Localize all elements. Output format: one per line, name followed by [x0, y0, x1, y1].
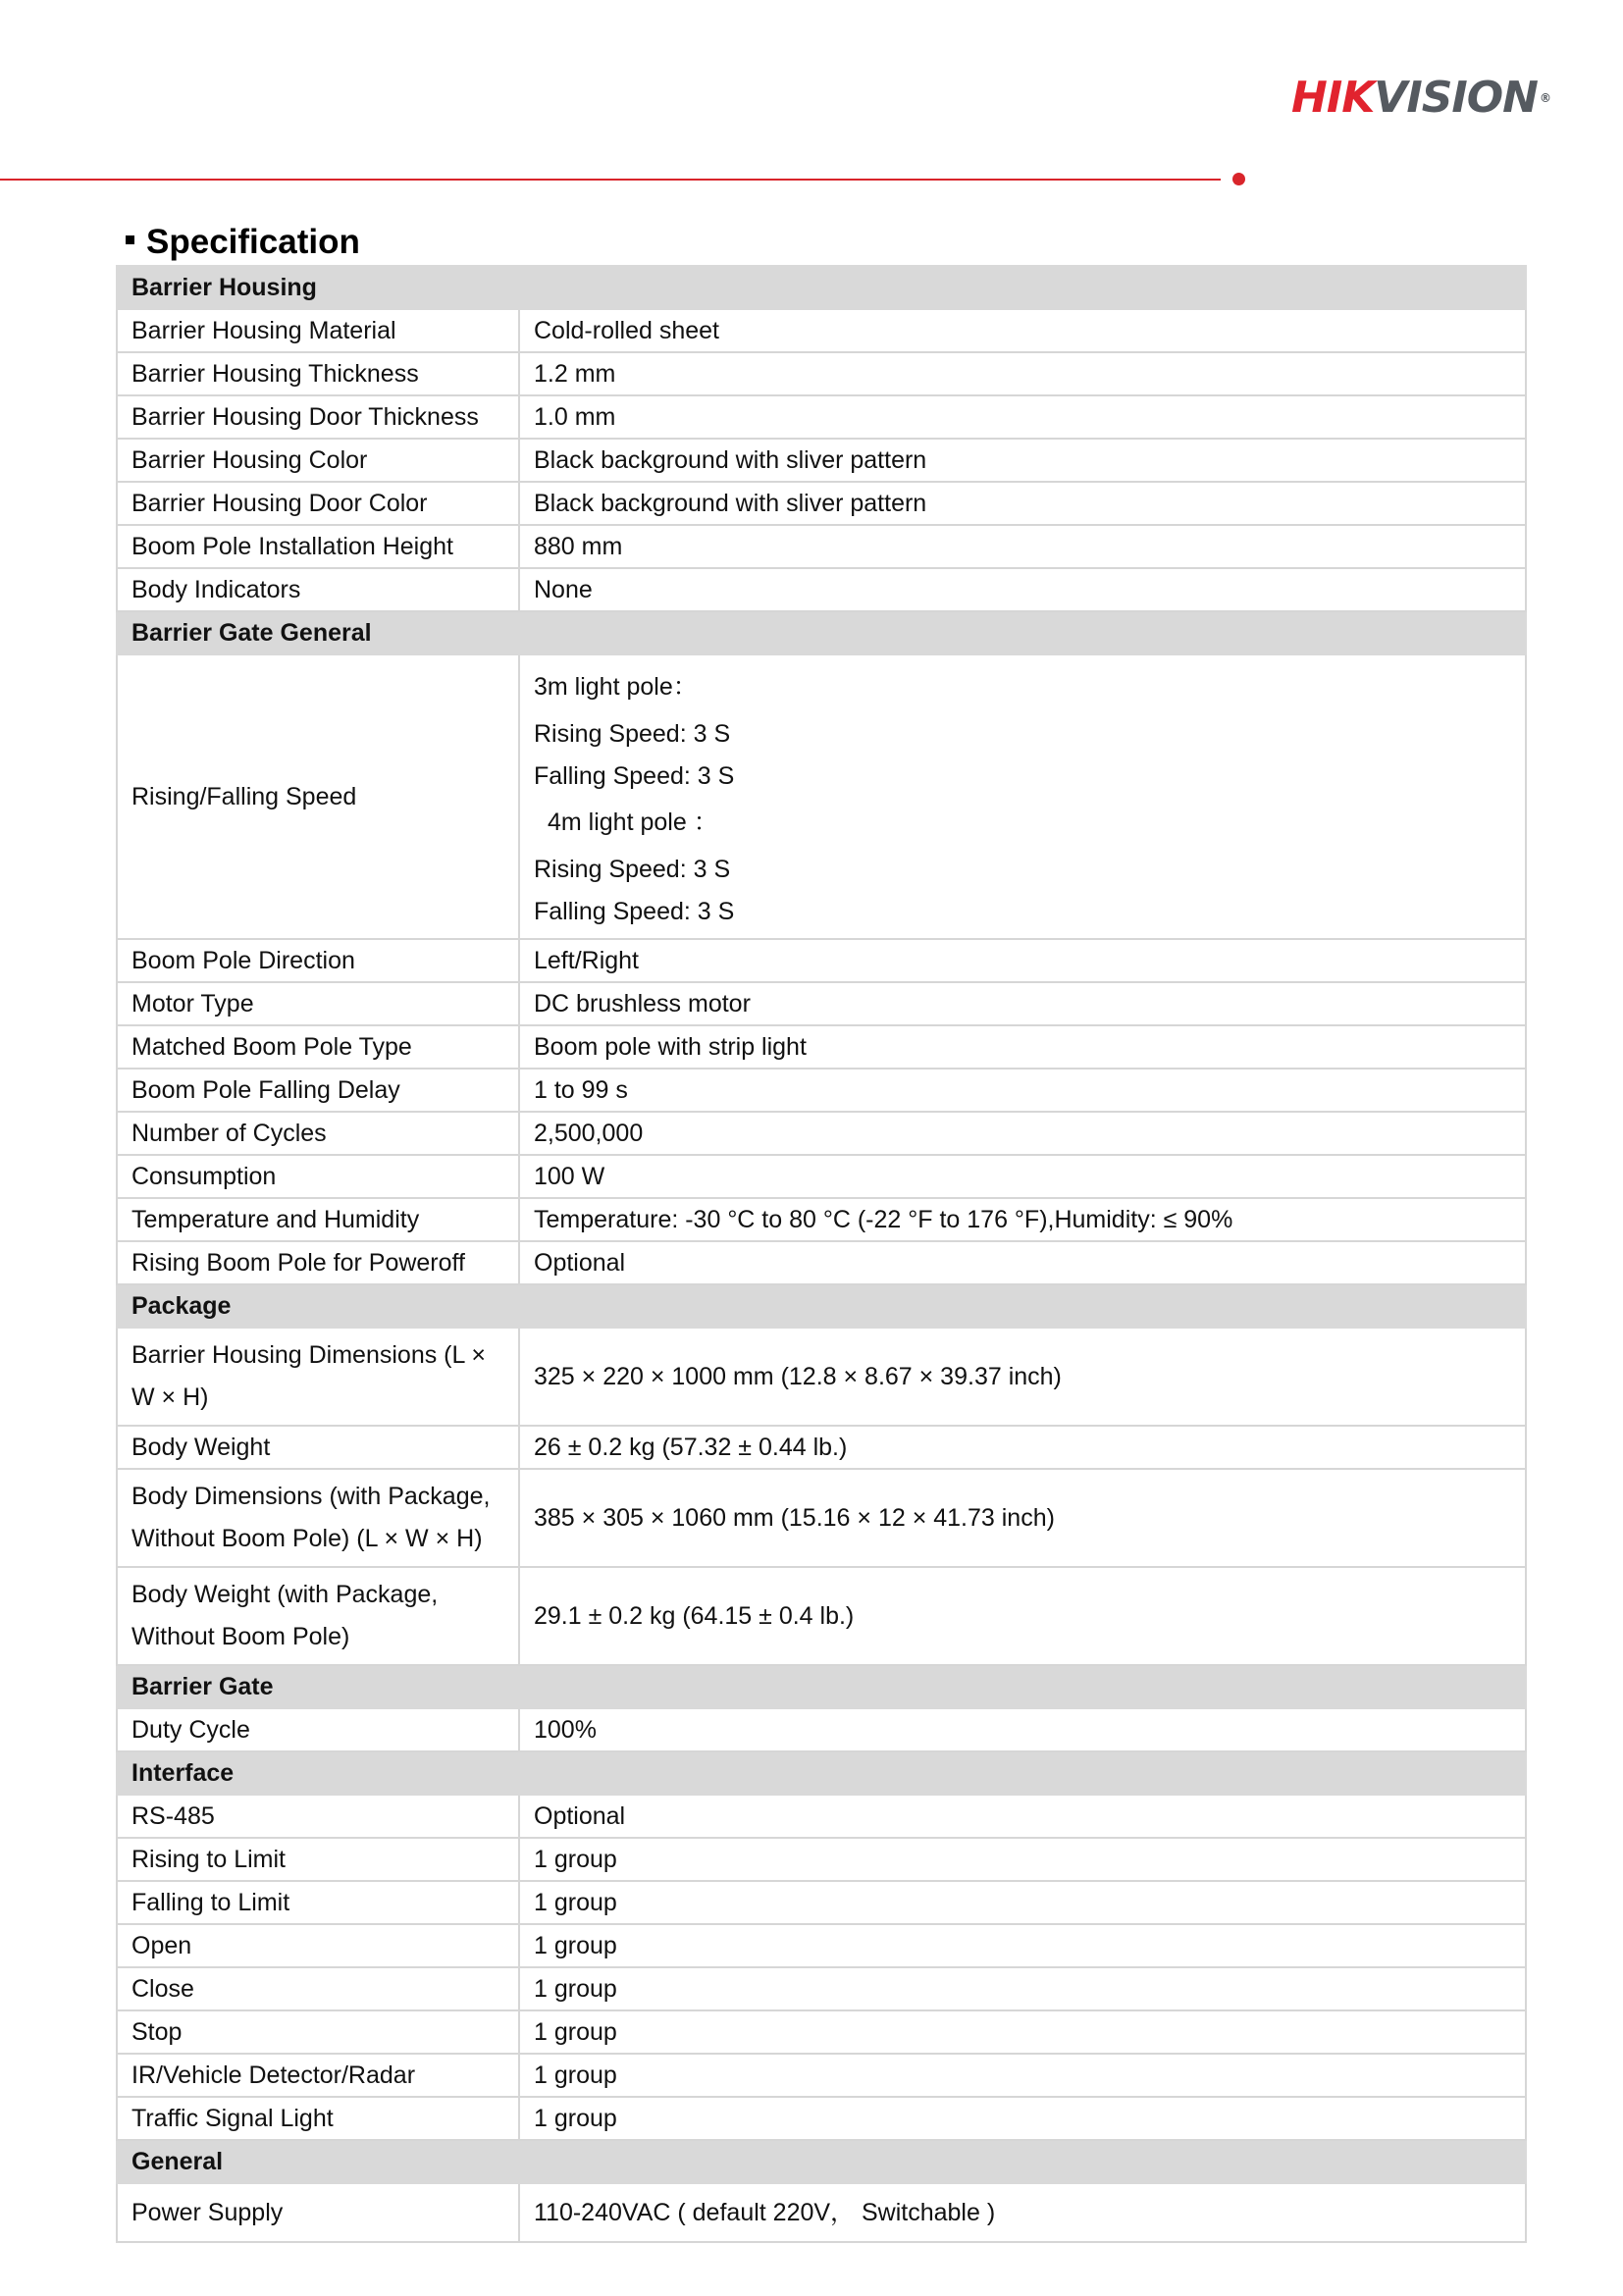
spec-label: Temperature and Humidity — [117, 1198, 519, 1241]
spec-value: Cold-rolled sheet — [519, 309, 1526, 352]
spec-value — [519, 654, 1526, 939]
speed-line: Rising Speed: 3 S — [534, 720, 731, 748]
table-row — [117, 568, 1526, 611]
spec-value: Black background with sliver pattern — [519, 482, 1526, 525]
spec-label: RS-485 — [117, 1795, 519, 1838]
table-row — [117, 1881, 1526, 1924]
spec-label: Open — [117, 1924, 519, 1967]
table-row — [117, 982, 1526, 1025]
table-row — [117, 2054, 1526, 2097]
table-row — [117, 309, 1526, 352]
spec-value: 29.1 ± 0.2 kg (64.15 ± 0.4 lb.) — [519, 1567, 1526, 1665]
spec-value: Optional — [519, 1795, 1526, 1838]
section-title: Package — [117, 1284, 1526, 1328]
spec-label: Rising to Limit — [117, 1838, 519, 1881]
table-row — [117, 2097, 1526, 2140]
speed-line: Falling Speed: 3 S — [534, 898, 735, 925]
spec-label — [117, 1567, 519, 1665]
spec-value: 1 to 99 s — [519, 1069, 1526, 1112]
spec-label: Barrier Housing Material — [117, 309, 519, 352]
spec-value: 1 group — [519, 1838, 1526, 1881]
spec-value: Black background with sliver pattern — [519, 439, 1526, 482]
section-title: Barrier Housing — [117, 266, 1526, 309]
spec-label-line: Without Boom Pole) — [131, 1623, 350, 1650]
spec-label: Stop — [117, 2010, 519, 2054]
table-row-speed — [117, 654, 1526, 939]
spec-value: 26 ± 0.2 kg (57.32 ± 0.44 lb.) — [519, 1426, 1526, 1469]
spec-label: Number of Cycles — [117, 1112, 519, 1155]
table-row — [117, 1795, 1526, 1838]
spec-label: Matched Boom Pole Type — [117, 1025, 519, 1069]
table-row — [117, 2183, 1526, 2242]
spec-value: 1 group — [519, 1924, 1526, 1967]
table-row — [117, 1155, 1526, 1198]
spec-value: 100 W — [519, 1155, 1526, 1198]
section-header-barrier-gate-general — [117, 611, 1526, 654]
table-row — [117, 939, 1526, 982]
spec-label: Duty Cycle — [117, 1708, 519, 1751]
spec-label-line: Without Boom Pole) (L × W × H) — [131, 1525, 483, 1552]
section-header-barrier-housing — [117, 266, 1526, 309]
spec-label: Consumption — [117, 1155, 519, 1198]
title-bullet-icon — [126, 235, 134, 244]
spec-value: Boom pole with strip light — [519, 1025, 1526, 1069]
spec-label-line: W × H) — [131, 1383, 209, 1411]
spec-value: 110-240VAC ( default 220V， Switchable ) — [519, 2183, 1526, 2242]
spec-label: Boom Pole Falling Delay — [117, 1069, 519, 1112]
speed-line: Rising Speed: 3 S — [534, 856, 731, 883]
section-title: Barrier Gate — [117, 1665, 1526, 1708]
section-title: General — [117, 2140, 1526, 2183]
spec-label: Boom Pole Direction — [117, 939, 519, 982]
spec-value: None — [519, 568, 1526, 611]
spec-label — [117, 1328, 519, 1426]
spec-label: Traffic Signal Light — [117, 2097, 519, 2140]
spec-label-line: Body Dimensions (with Package, — [131, 1483, 491, 1510]
section-header-general — [117, 2140, 1526, 2183]
spec-label: Rising/Falling Speed — [117, 654, 519, 939]
spec-value: 1 group — [519, 2097, 1526, 2140]
section-title: Interface — [117, 1751, 1526, 1795]
spec-value: DC brushless motor — [519, 982, 1526, 1025]
spec-label: Falling to Limit — [117, 1881, 519, 1924]
spec-value: 100% — [519, 1708, 1526, 1751]
table-row — [117, 439, 1526, 482]
table-row — [117, 1708, 1526, 1751]
section-header-interface — [117, 1751, 1526, 1795]
table-row — [117, 2010, 1526, 2054]
specification-table — [116, 265, 1527, 2243]
spec-label: Body Weight — [117, 1426, 519, 1469]
table-row — [117, 1198, 1526, 1241]
table-row — [117, 1924, 1526, 1967]
spec-label: Barrier Housing Color — [117, 439, 519, 482]
spec-label: Barrier Housing Thickness — [117, 352, 519, 395]
hikvision-logo: HIKVISION ® — [1291, 73, 1551, 123]
speed-line: 4m light pole ： — [548, 809, 718, 836]
spec-label — [117, 1469, 519, 1567]
spec-label: Barrier Housing Door Thickness — [117, 395, 519, 439]
table-row — [117, 1025, 1526, 1069]
spec-label: Close — [117, 1967, 519, 2010]
section-header-package — [117, 1284, 1526, 1328]
spec-value: 880 mm — [519, 525, 1526, 568]
table-row — [117, 1967, 1526, 2010]
spec-label: Body Indicators — [117, 568, 519, 611]
table-row — [117, 1567, 1526, 1665]
page-title: Specification — [126, 220, 360, 265]
table-row — [117, 1069, 1526, 1112]
table-row — [117, 1469, 1526, 1567]
spec-value: 385 × 305 × 1060 mm (15.16 × 12 × 41.73 inch) — [519, 1469, 1526, 1567]
spec-value: 1 group — [519, 2054, 1526, 2097]
spec-value: Left/Right — [519, 939, 1526, 982]
table-row — [117, 525, 1526, 568]
table-row — [117, 395, 1526, 439]
spec-label: Power Supply — [117, 2183, 519, 2242]
spec-value: 1 group — [519, 1967, 1526, 2010]
spec-label-line: Body Weight (with Package, — [131, 1581, 439, 1608]
spec-value: 1 group — [519, 1881, 1526, 1924]
header-rule-dot — [1232, 173, 1245, 185]
table-row — [117, 1328, 1526, 1426]
speed-line: Falling Speed: 3 S — [534, 762, 735, 790]
header-rule — [0, 179, 1221, 181]
spec-label: Boom Pole Installation Height — [117, 525, 519, 568]
spec-value: 1 group — [519, 2010, 1526, 2054]
spec-value: 1.2 mm — [519, 352, 1526, 395]
spec-value: 1.0 mm — [519, 395, 1526, 439]
spec-label: IR/Vehicle Detector/Radar — [117, 2054, 519, 2097]
section-title: Barrier Gate General — [117, 611, 1526, 654]
table-row — [117, 482, 1526, 525]
speed-line: 3m light pole： — [534, 673, 698, 701]
spec-label: Barrier Housing Door Color — [117, 482, 519, 525]
spec-value: Optional — [519, 1241, 1526, 1284]
spec-label: Rising Boom Pole for Poweroff — [117, 1241, 519, 1284]
spec-value: 325 × 220 × 1000 mm (12.8 × 8.67 × 39.37 inch) — [519, 1328, 1526, 1426]
spec-value: Temperature: -30 °C to 80 °C (-22 °F to 176 °F),Humidity: ≤ 90% — [519, 1198, 1526, 1241]
table-row — [117, 1426, 1526, 1469]
section-header-barrier-gate — [117, 1665, 1526, 1708]
spec-label: Motor Type — [117, 982, 519, 1025]
table-row — [117, 1838, 1526, 1881]
spec-value: 2,500,000 — [519, 1112, 1526, 1155]
table-row — [117, 352, 1526, 395]
table-row — [117, 1241, 1526, 1284]
spec-label-line: Barrier Housing Dimensions (L × — [131, 1341, 487, 1369]
table-row — [117, 1112, 1526, 1155]
